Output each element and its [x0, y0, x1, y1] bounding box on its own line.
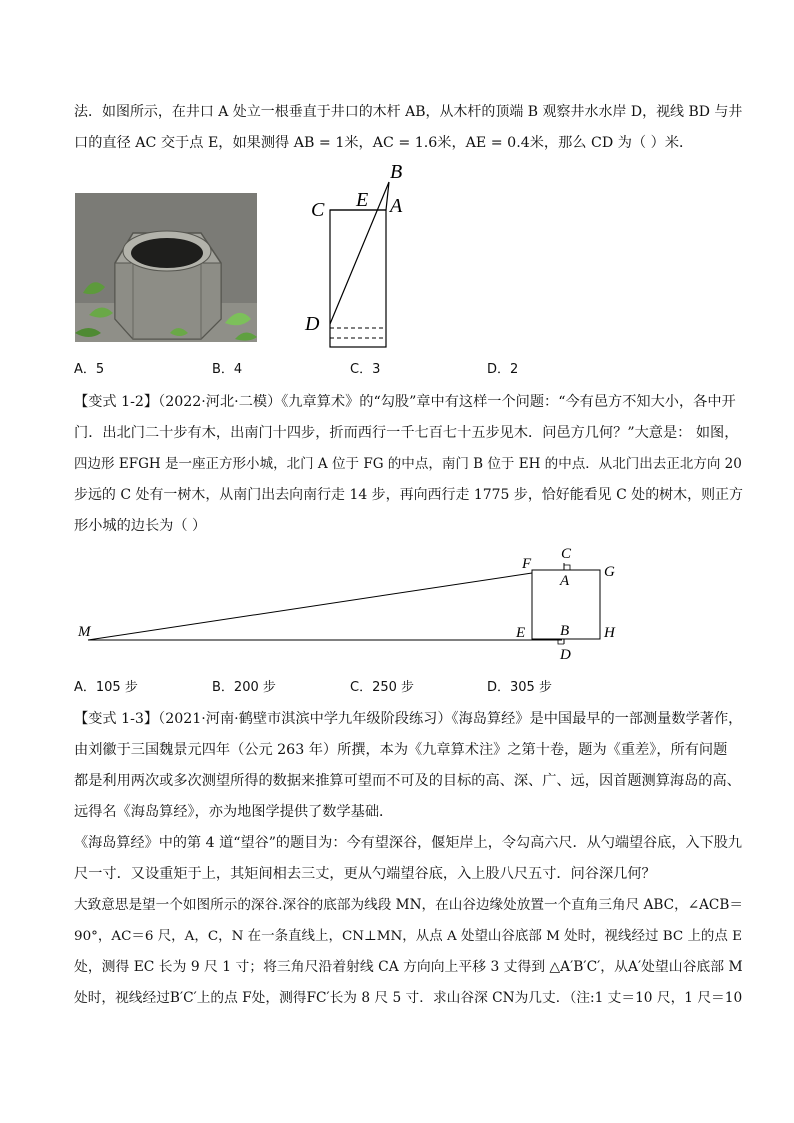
well-photo [75, 193, 257, 342]
label-A: A [390, 195, 403, 217]
label-A: A [560, 573, 570, 589]
problem-text-line: 步远的 C 处有一树木，从南门出去向南行走 14 步，再向西行走 1775 步，恰好能看见 C 处的树木，则正方 [74, 487, 743, 503]
problem-text-line: 远得名《海岛算经》，亦为地图学提供了数学基础． [74, 804, 394, 820]
option-c[interactable]: C．3 [350, 362, 381, 377]
label-H: H [604, 625, 615, 641]
problem-text-line: 大致意思是望一个如图所示的深谷.深谷的底部为线段 MN，在山谷边缘处放置一个直角三角尺 ABC，∠ACB＝ [74, 897, 743, 913]
problem-text-line: 由刘徽于三国魏景元四年（公元 263 年）所撰，本为《九章算术注》之第十卷，题为《重差》，所有问题 [74, 742, 728, 758]
problem-text-line: 门．出北门二十步有木，出南门十四步，折而西行一千七百七十五步见木．问邑方几何？”大意是： 如图， [74, 425, 739, 441]
problem-text-line: 【变式 1-3】（2021·河南·鹤壁市淇滨中学九年级阶段练习）《海岛算经》是中国最早的一部测量数学著作， [74, 711, 743, 727]
problem-text-line: 口的直径 AC 交于点 E，如果测得 AB = 1米，AC = 1.6米，AE = 0.4米，那么 CD 为（ ）米． [74, 135, 694, 151]
problem-text-line: 尺一寸．又设重矩于上，其矩间相去三丈，更从勺端望谷底，入上股八尺五寸．问谷深几何？ [74, 866, 656, 882]
label-C: C [561, 546, 572, 562]
label-E: E [516, 625, 526, 641]
label-F: F [522, 556, 532, 572]
problem-text-line: 处时，视线经过B′C′上的点 F处，测得FC′长为 8 尺 5 寸．求山谷深 CN为几丈．（注:1 丈＝10 尺，1 尺＝10 [74, 990, 743, 1006]
problem-text-line: 《海岛算经》中的第 4 道“望谷”的题目为：今有望深谷，偃矩岸上，令勾高六尺．从勺端望谷底，入下股九 [74, 835, 743, 851]
option-c[interactable]: C．250 步 [350, 680, 415, 695]
label-C: C [311, 199, 325, 221]
problem-text-line: 都是利用两次或多次测望所得的数据来推算可望而不可及的目标的高、深、广、远，因首题测算海岛的高、 [74, 773, 741, 789]
city-geometry-figure [74, 543, 634, 663]
label-D: D [305, 313, 320, 335]
label-M: M [78, 624, 91, 640]
label-B: B [560, 623, 570, 639]
label-B: B [390, 161, 403, 183]
option-a[interactable]: A．5 [74, 362, 105, 377]
problem-text-line: 处，测得 EC 长为 9 尺 1 寸；将三角尺沿着射线 CA 方向向上平移 3 丈得到 △A′B′C′，从A′处望山谷底部 M [74, 959, 743, 975]
option-b[interactable]: B．200 步 [212, 680, 276, 695]
option-a[interactable]: A．105 步 [74, 680, 138, 695]
well-geometry-figure [295, 160, 435, 360]
option-d[interactable]: D．305 步 [487, 680, 552, 695]
option-b[interactable]: B．4 [212, 362, 243, 377]
problem-text-line: 【变式 1-2】（2022·河北·二模）《九章算术》的“勾股”章中有这样一个问题：“今有邑方不知大小，各中开 [74, 394, 736, 410]
problem-text-line: 四边形 EFGH 是一座正方形小城，北门 A 位于 FG 的中点，南门 B 位于 EH 的中点．从北门出去正北方向 20 [74, 456, 742, 472]
label-E: E [356, 189, 369, 211]
problem-text-line: 法．如图所示，在井口 A 处立一根垂直于井口的木杆 AB，从木杆的顶端 B 观察井水水岸 D，视线 BD 与井 [74, 104, 743, 120]
label-G: G [604, 564, 615, 580]
problem-text-line: 90°，AC＝6 尺，A，C，N 在一条直线上，CN⊥MN，从点 A 处望山谷底部 M 处时，视线经过 BC 上的点 E [74, 928, 742, 944]
label-D: D [560, 647, 571, 663]
problem-text-line: 形小城的边长为（ ） [74, 518, 207, 534]
option-d[interactable]: D．2 [487, 362, 519, 377]
